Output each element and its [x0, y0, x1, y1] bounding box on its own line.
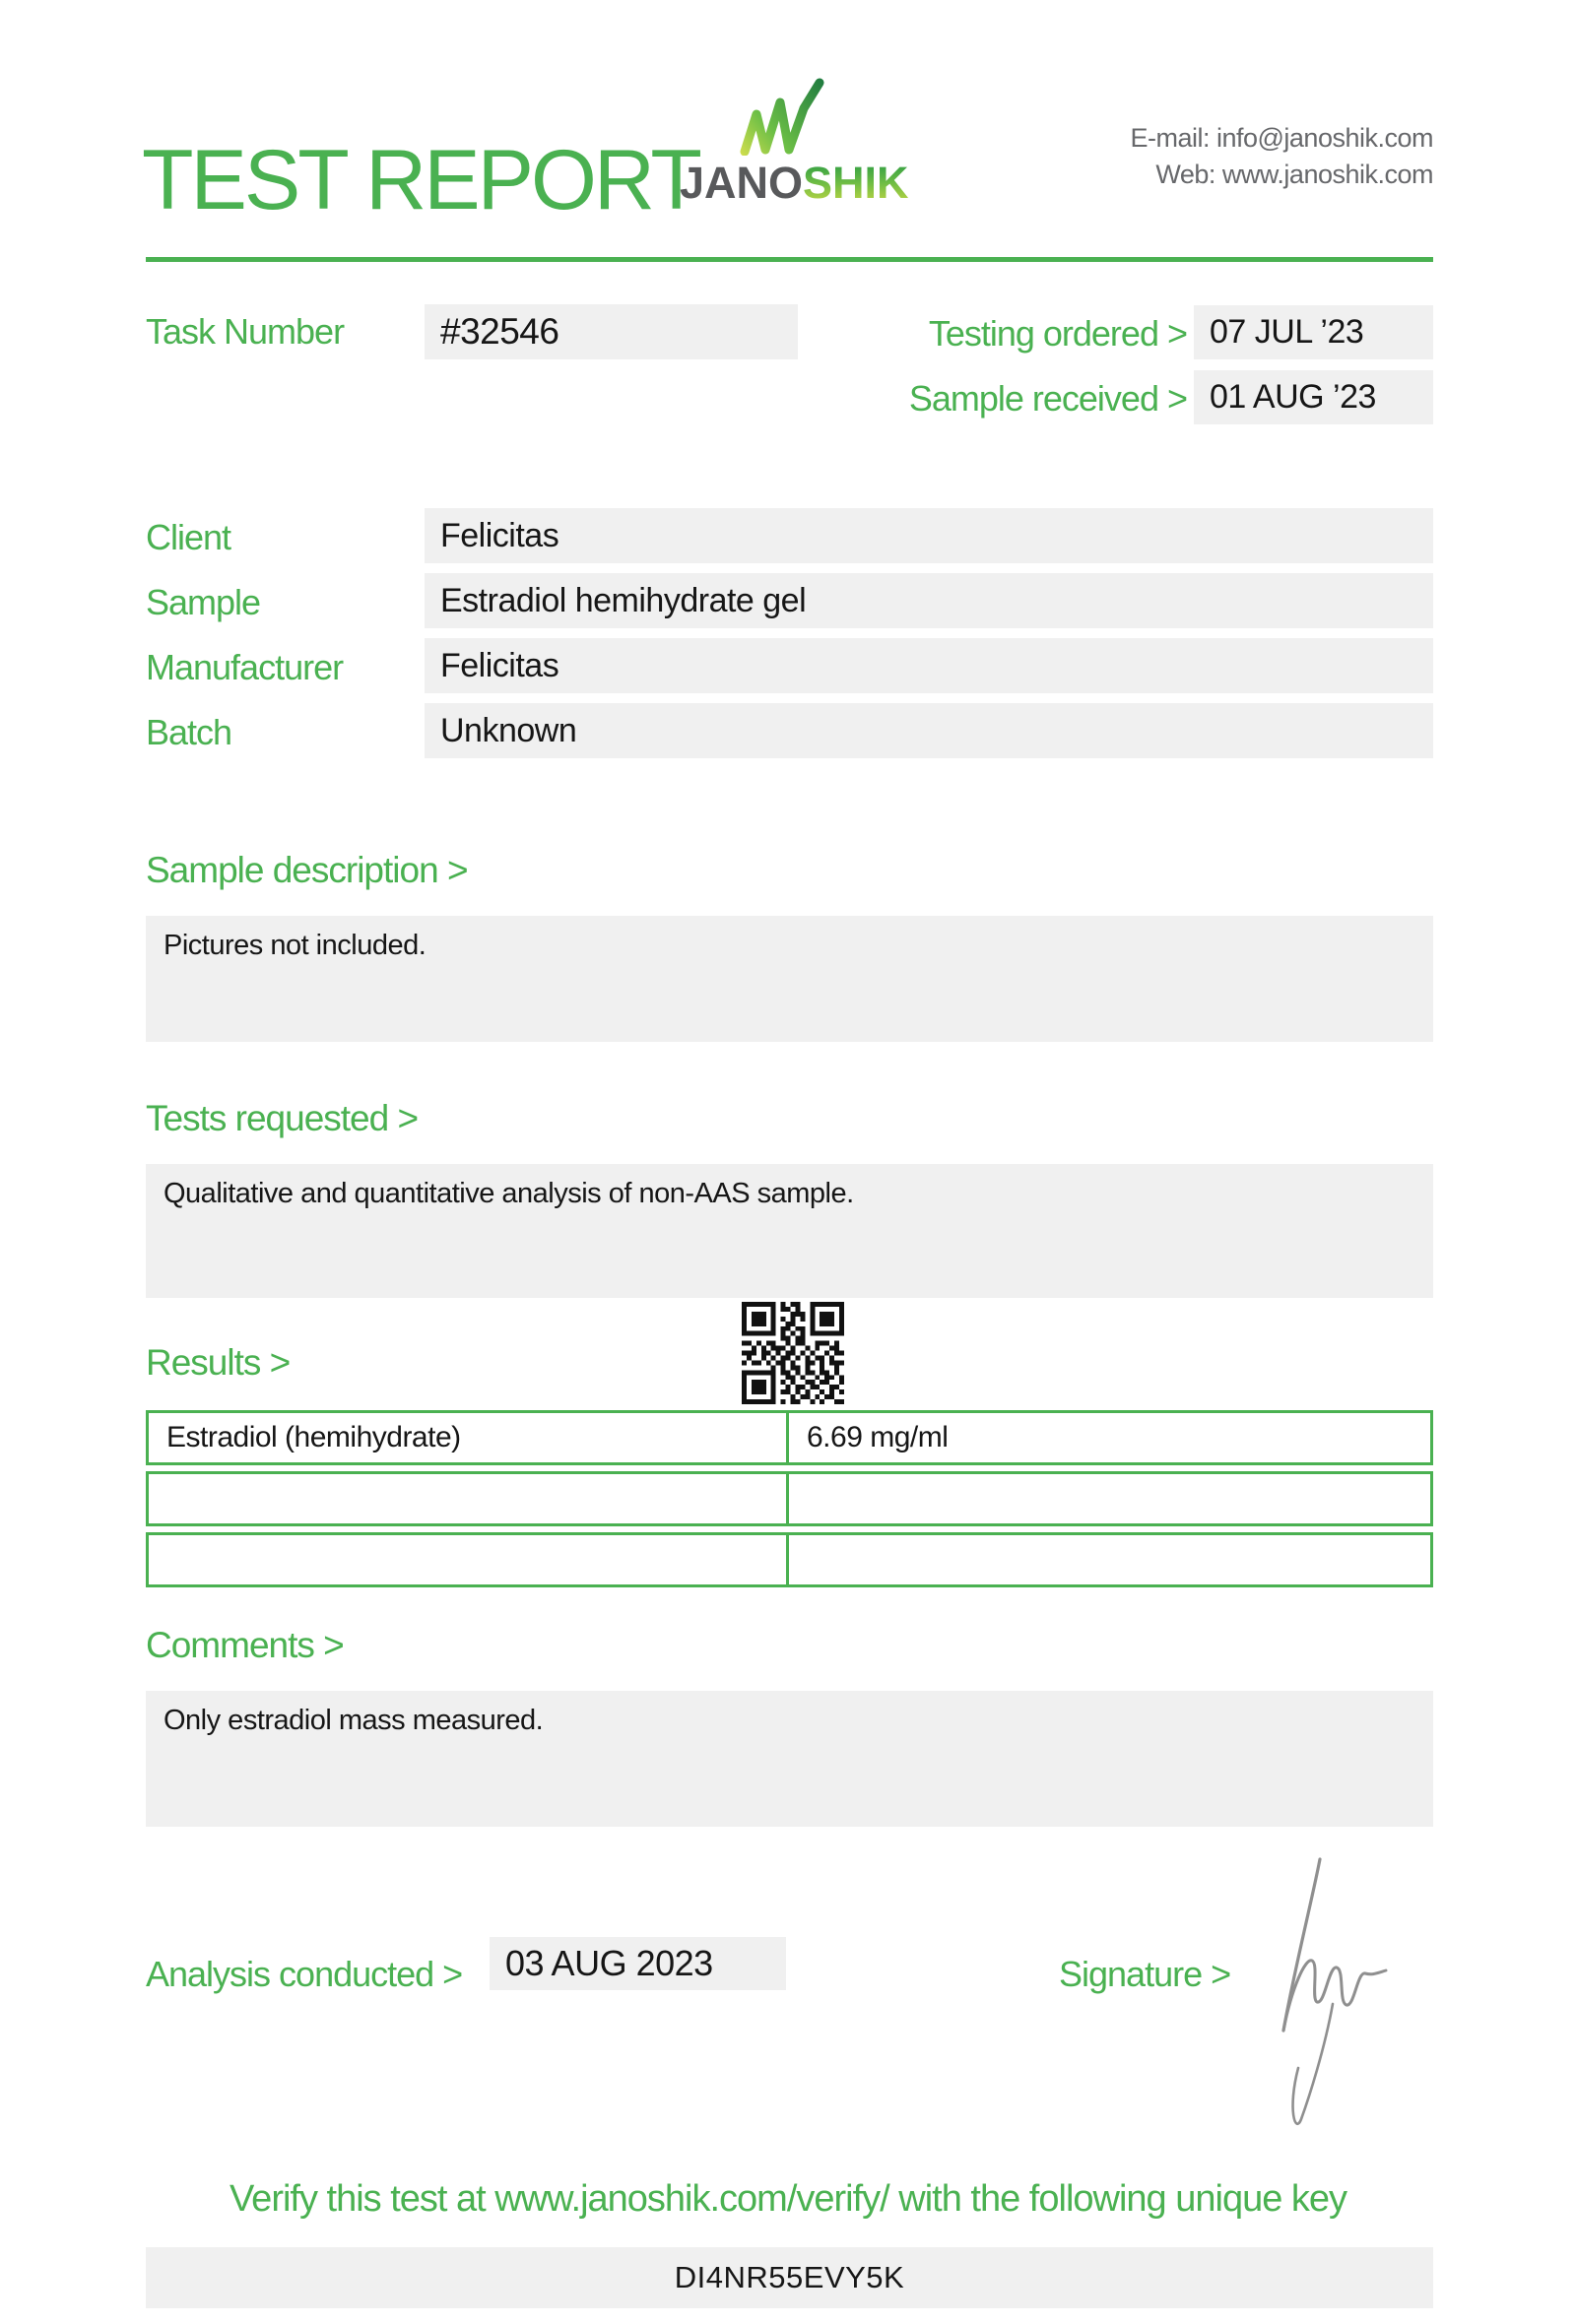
results-table-row [146, 1471, 1433, 1526]
testing-ordered-label: Testing ordered > [928, 313, 1187, 354]
logo-text-jano: JANO [680, 158, 804, 208]
sample-received-label: Sample received > [908, 378, 1187, 419]
contact-web: Web: www.janoshik.com [1155, 160, 1433, 189]
result-analyte-cell [149, 1535, 789, 1584]
manufacturer-value: Felicitas [425, 638, 1433, 693]
task-number-value: #32546 [425, 304, 798, 359]
header-divider [146, 257, 1433, 262]
sample-label: Sample [146, 582, 261, 622]
results-heading: Results > [146, 1342, 291, 1383]
sample-description-heading: Sample description > [146, 850, 468, 890]
result-value-cell [789, 1474, 1430, 1523]
batch-value: Unknown [425, 703, 1433, 758]
comments-heading: Comments > [146, 1625, 344, 1665]
client-label: Client [146, 517, 231, 557]
contact-email: E-mail: info@janoshik.com [1130, 123, 1433, 153]
logo-chart-icon [737, 77, 831, 156]
analysis-conducted-value: 03 AUG 2023 [490, 1937, 786, 1990]
result-value-cell: 6.69 mg/ml [807, 1421, 949, 1453]
qr-code [742, 1302, 844, 1404]
signature-label: Signature > [1059, 1954, 1231, 1994]
logo-text-shik: SHIK [803, 158, 909, 208]
result-value-cell [789, 1535, 1430, 1584]
client-value: Felicitas [425, 508, 1433, 563]
result-analyte-cell [149, 1474, 789, 1523]
sample-value: Estradiol hemihydrate gel [425, 573, 1433, 628]
analysis-conducted-label: Analysis conducted > [146, 1954, 463, 1994]
manufacturer-label: Manufacturer [146, 647, 344, 687]
contact-block [1130, 120, 1433, 193]
logo-wordmark [680, 158, 909, 209]
testing-ordered-value: 07 JUL ’23 [1194, 305, 1433, 359]
task-number-label: Task Number [146, 311, 345, 352]
sample-description-box: Pictures not included. [146, 916, 1433, 1042]
batch-label: Batch [146, 712, 232, 752]
signature-image [1266, 1851, 1423, 2137]
verify-instruction: Verify this test at www.janoshik.com/verify/ with the following unique key [229, 2178, 1347, 2220]
result-analyte-cell: Estradiol (hemihydrate) [149, 1413, 789, 1462]
results-table-row [146, 1532, 1433, 1587]
results-table-row [146, 1410, 1433, 1465]
comments-box: Only estradiol mass measured. [146, 1691, 1433, 1827]
tests-requested-box: Qualitative and quantitative analysis of non-AAS sample. [146, 1164, 1433, 1298]
page-title: TEST REPORT [142, 133, 699, 227]
verify-key-box: DI4NR55EVY5K [146, 2247, 1433, 2308]
tests-requested-heading: Tests requested > [146, 1098, 419, 1138]
sample-received-value: 01 AUG ’23 [1194, 370, 1433, 424]
